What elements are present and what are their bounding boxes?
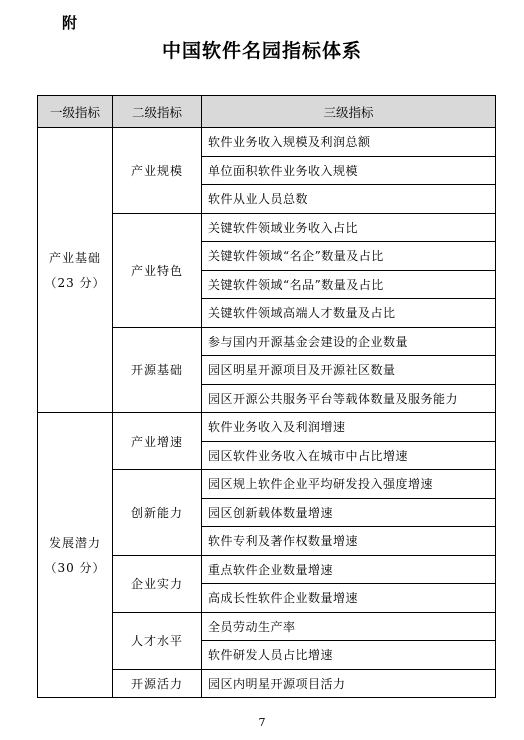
- level-1-name: 产业基础: [48, 251, 101, 265]
- page-title: 中国软件名园指标体系: [161, 40, 362, 62]
- annex-label: 附: [62, 14, 78, 32]
- header-level-1: 一级指标: [38, 96, 113, 128]
- level-3-cell: 园区明星开源项目及开源社区数量: [202, 356, 496, 385]
- level-2-cell: 开源活力: [113, 669, 202, 698]
- table-row: [38, 413, 496, 442]
- level-3-cell: 单位面积软件业务收入规模: [202, 156, 496, 185]
- level-3-cell: 关键软件领域“名企”数量及占比: [202, 242, 496, 271]
- level-3-cell: 园区内明星开源项目活力: [202, 669, 496, 698]
- page-number: 7: [258, 716, 266, 729]
- level-2-cell: 人才水平: [113, 612, 202, 669]
- table-header-row: [38, 96, 496, 128]
- level-3-cell: 关键软件领域高端人才数量及占比: [202, 299, 496, 328]
- level-3-cell: 重点软件企业数量增速: [202, 555, 496, 584]
- level-3-cell: 软件业务收入规模及利润总额: [202, 128, 496, 157]
- level-1-cell: [38, 128, 113, 413]
- level-2-cell: 产业增速: [113, 413, 202, 470]
- indicator-table: [37, 95, 496, 698]
- level-1-score: （30 分）: [44, 561, 106, 575]
- level-3-cell: 园区创新载体数量增速: [202, 498, 496, 527]
- table-row: [38, 128, 496, 157]
- level-3-cell: 软件研发人员占比增速: [202, 641, 496, 670]
- level-3-cell: 软件业务收入及利润增速: [202, 413, 496, 442]
- level-1-name: 发展潜力: [48, 536, 101, 550]
- level-2-cell: 企业实力: [113, 555, 202, 612]
- level-3-cell: 园区规上软件企业平均研发投入强度增速: [202, 470, 496, 499]
- level-2-cell: 产业规模: [113, 128, 202, 214]
- level-3-cell: 关键软件领域业务收入占比: [202, 213, 496, 242]
- header-level-2: 二级指标: [113, 96, 202, 128]
- level-3-cell: 园区软件业务收入在城市中占比增速: [202, 441, 496, 470]
- level-1-score: （23 分）: [44, 276, 106, 290]
- level-2-cell: 产业特色: [113, 213, 202, 327]
- level-3-cell: 参与国内开源基金会建设的企业数量: [202, 327, 496, 356]
- level-3-cell: 关键软件领域“名品”数量及占比: [202, 270, 496, 299]
- level-3-cell: 园区开源公共服务平台等载体数量及服务能力: [202, 384, 496, 413]
- table-body: [38, 128, 496, 698]
- level-2-cell: 创新能力: [113, 470, 202, 556]
- level-1-cell: [38, 413, 113, 698]
- level-3-cell: 高成长性软件企业数量增速: [202, 584, 496, 613]
- level-2-cell: 开源基础: [113, 327, 202, 413]
- level-3-cell: 软件从业人员总数: [202, 185, 496, 214]
- level-3-cell: 软件专利及著作权数量增速: [202, 527, 496, 556]
- header-level-3: 三级指标: [202, 96, 496, 128]
- level-3-cell: 全员劳动生产率: [202, 612, 496, 641]
